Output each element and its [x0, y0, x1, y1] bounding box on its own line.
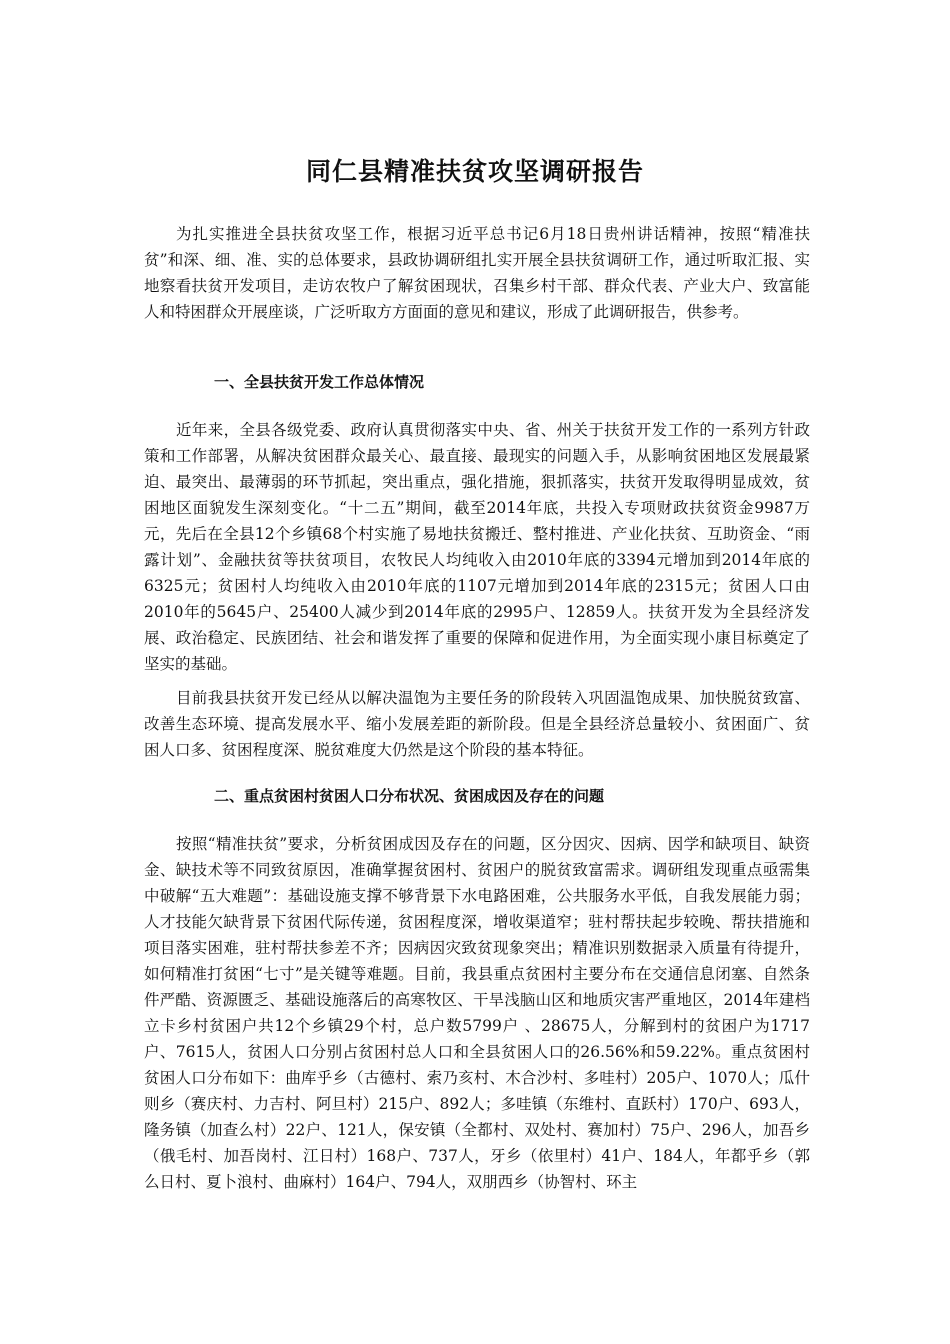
section-1-heading: 一、全县扶贫开发工作总体情况 [214, 373, 425, 391]
section-2-heading: 二、重点贫困村贫困人口分布状况、贫困成因及存在的问题 [214, 787, 605, 805]
section-2-paragraph-1: 按照“精准扶贫”要求，分析贫困成因及存在的问题，区分因灾、因病、因学和缺项目、缺资金、缺技术等不同致贫原因，准确掌握贫困村、贫困户的脱贫致富需求。调研组发现重点亟需集中破解“五大难题”：基础设施支撑不够背景下水电路困难，公共服务水平低，自我发展能力弱；人才技能欠缺背景下贫困代际传递，贫困程度深，增收渠道窄；驻村帮扶起步较晚、帮扶措施和项目落实困难，驻村帮扶参差不齐；因病因灾致贫现象突出；精准识别数据录入质量有待提升，如何精准打贫困“七寸”是关键等难题。目前，我县重点贫困村主要分布在交通信息闭塞、自然条件严酷、资源匮乏、基础设施落后的高寒牧区、干旱浅脑山区和地质灾害严重地区，2014年建档立卡乡村贫困户共12个乡镇29个村，总户数5799户 、28675人，分解到村的贫困户为1717户、7615人，贫困人口分别占贫困村总人口和全县贫困人口的26.56%和59.22%。重点贫困村贫困人口分布如下：曲库乎乡（古德村、索乃亥村、木合沙村、多哇村）205户、1070人；瓜什则乡（赛庆村、力吉村、阿旦村）215户、892人；多哇镇（东维村、直跃村）170户、693人，隆务镇（加查么村）22户、121人，保安镇（全都村、双处村、赛加村）75户、296人，加吾乡（俄毛村、加吾岗村、江日村）168户、737人，牙乡（依里村）41户、184人，年都乎乡（郭么日村、夏卜浪村、曲麻村）164户、794人，双朋西乡（协智村、环主 [144, 835, 810, 1191]
intro-paragraph: 为扎实推进全县扶贫攻坚工作，根据习近平总书记6月18日贵州讲话精神，按照“精准扶贫”和深、细、准、实的总体要求，县政协调研组扎实开展全县扶贫调研工作，通过听取汇报、实地察看扶贫开发项目，走访农牧户了解贫困现状，召集乡村干部、群众代表、产业大户、致富能人和特困群众开展座谈，广泛听取方方面面的意见和建议，形成了此调研报告，供参考。 [144, 225, 810, 321]
section-1-paragraph-2: 目前我县扶贫开发已经从以解决温饱为主要任务的阶段转入巩固温饱成果、加快脱贫致富、改善生态环境、提高发展水平、缩小发展差距的新阶段。但是全县经济总量较小、贫困面广、贫困人口多、贫困程度深、脱贫难度大仍然是这个阶段的基本特征。 [144, 689, 810, 759]
section-1-paragraph-1: 近年来，全县各级党委、政府认真贯彻落实中央、省、州关于扶贫开发工作的一系列方针政策和工作部署，从解决贫困群众最关心、最直接、最现实的问题入手，从影响贫困地区发展最紧迫、最突出、最薄弱的环节抓起，突出重点，强化措施，狠抓落实，扶贫开发取得明显成效，贫困地区面貌发生深刻变化。“十二五”期间，截至2014年底，共投入专项财政扶贫资金9987万元，先后在全县12个乡镇68个村实施了易地扶贫搬迁、整村推进、产业化扶贫、互助资金、“雨露计划”、金融扶贫等扶贫项目，农牧民人均纯收入由2010年底的3394元增加到2014年底的6325元；贫困村人均纯收入由2010年底的1107元增加到2014年底的2315元；贫困人口由2010年的5645户、25400人减少到2014年底的2995户、12859人。扶贫开发为全县经济发展、政治稳定、民族团结、社会和谐发挥了重要的保障和促进作用，为全面实现小康目标奠定了坚实的基础。 [144, 421, 810, 673]
document-title: 同仁县精准扶贫攻坚调研报告 [305, 157, 644, 186]
